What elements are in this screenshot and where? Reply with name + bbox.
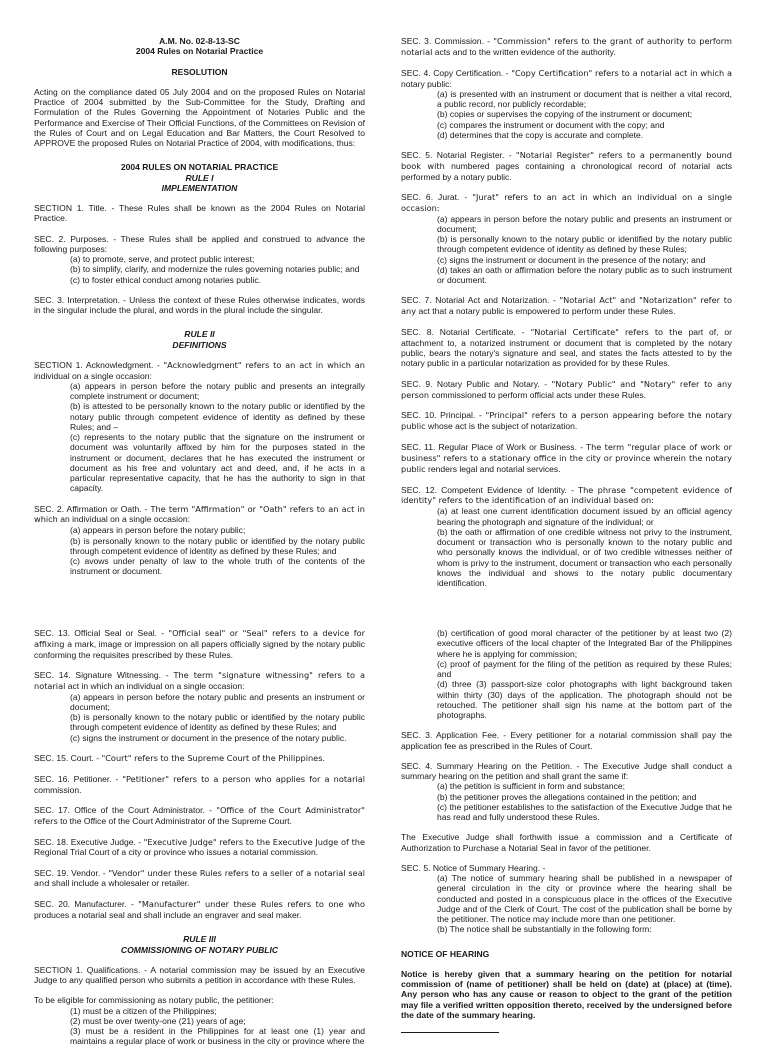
list-item: (2) must be over twenty-one (21) years of age; — [70, 1015, 246, 1026]
rule1-name: IMPLEMENTATION — [161, 182, 238, 193]
list-item: (b) is attested to be personally known to the notary public or identified by the notary public through competent evidence of identity as defined by these Rules; and – — [70, 401, 365, 432]
defined-term: "Manufacturer" under these Rules refers to one who — [138, 899, 366, 910]
resolution-paragraph: Acting on the compliance dated 05 July 2004 and on the proposed Rules on Notarial Practice of 2004 submitted by the Sub-Committee for the Study, Drafting and Formulation of the Rules Governing the Appointment of Notaries Public and the Performance and Exercise of Their Official Functions, of the Committees on Revision of the Rules of Court and on Legal Education and Bar Matters, the Court Resolved to APPROVE the proposed Rules on Notarial Practice of 2004, with modifications, thus: — [34, 86, 365, 148]
list-item: (c) avows under penalty of law to the whole truth of the contents of the instrument or document. — [70, 556, 365, 577]
rule2-sec2-list — [34, 525, 365, 576]
rule2-sec10: SEC. 10. Principal. - "Principal" refers to a person appearing before the notary public whose act is the subject of notarization. — [401, 410, 733, 432]
list-item: (c) proof of payment for the filing of the petition as required by these Rules; and — [437, 658, 732, 679]
rule3-petition-list — [401, 628, 732, 720]
list-item: (d) takes an oath or affirmation before the notary public as to such instrument or document. — [437, 264, 732, 286]
rule2-sec11: SEC. 11. Regular Place of Work or Business. - The term "regular place of work or business" refers to a stationary office in the city or province wherein the notary public renders legal and notarial services. — [401, 442, 732, 474]
list-item: (a) is presented with an instrument or document that is neither a vital record, a public record, nor publicly recordable; — [437, 88, 732, 110]
rule1-sec2-list — [34, 254, 365, 285]
list-item: (b) copies or supervises the copying of the instrument or document; — [437, 109, 693, 120]
list-item: (b) the petitioner proves the allegations contained in the petition; and — [437, 791, 697, 802]
page1-left-column — [34, 36, 365, 577]
rule2-sec4-list — [401, 89, 732, 140]
rules-title: 2004 RULES ON NOTARIAL PRACTICE — [120, 162, 279, 173]
defined-term: "Court" refers to the Supreme Court of the Philippines. — [101, 752, 326, 763]
list-item: (c) to foster ethical conduct among notaries public. — [70, 274, 261, 285]
defined-term: "Notarial Certificate" refers to the — [530, 327, 683, 338]
page2-right-column — [401, 628, 732, 1033]
list-item: (c) represents to the notary public that the signature on the instrument or document was voluntarily affixed by him for the purposes stated in the instrument or document, declares that he has executed the instrument or document as his free and voluntary act and deed, and, if he acts in a particular representative capacity, that he has the authority to sign in that capacity. — [70, 432, 365, 494]
list-item: (b) is personally known to the notary public or identified by the notary public through competent evidence of identity as defined by these Rules; — [437, 234, 732, 255]
rule2-sec3: SEC. 3. Commission. - "Commission" refers to the grant of authority to perform notarial acts and to the written evidence of the authority. — [401, 36, 732, 57]
rule2-sec14-list — [34, 692, 365, 743]
defined-term: "Principal" refers to a person appearing before the notary public — [401, 410, 733, 432]
rule2-sec6: SEC. 6. Jurat. - "Jurat" refers to an act in which an individual on a single occasion: — [401, 191, 733, 213]
list-item: (c) the petitioner establishes to the satisfaction of the Executive Judge that he has read and fully understood these Rules. — [437, 801, 732, 822]
rule3-sec5: SEC. 5. Notice of Summary Hearing. - — [401, 862, 546, 873]
rule3-sec4: SEC. 4. Summary Hearing on the Petition. - The Executive Judge shall conduct a summary hearing on the petition and shall grant the same if: — [401, 760, 732, 781]
rule2-sec14: SEC. 14. Signature Witnessing. - The term "signature witnessing" refers to a notarial act in which an individual on a single occasion: — [34, 669, 366, 691]
defined-term: "Acknowledgment" refers to an act in which an — [163, 359, 365, 370]
rule3-label: RULE III — [183, 934, 216, 945]
list-item: (1) must be a citizen of the Philippines; — [70, 1005, 217, 1016]
page1-right-column — [401, 36, 732, 588]
rule2-sec12: SEC. 12. Competent Evidence of Identity. - The phrase "competent evidence of identity" refers to the identification of an individual based on: — [401, 484, 732, 506]
rule2-sec18: SEC. 18. Executive Judge. - "Executive Judge" refers to the Executive Judge of the Regional Trial Court of a city or province who issues a notarial commission. — [34, 836, 366, 858]
rule1-sec2-intro: SEC. 2. Purposes. - These Rules shall be applied and construed to advance the following purposes: — [34, 233, 365, 254]
defined-term: The term "regular place of work or business" refers to a stationary office in the city or province wherein the notary public — [401, 442, 732, 474]
rule1-label: RULE I — [185, 172, 214, 183]
list-item: (b) to simplify, clarify, and modernize the rules governing notaries public; and — [70, 264, 360, 275]
rule2-sec5: SEC. 5. Notarial Register. - "Notarial Register" refers to a permanently bound book with numbered pages containing a chronological record of notarial acts performed by a notary public. — [401, 150, 733, 182]
list-item: (b) is personally known to the notary public or identified by the notary public through competent evidence of identity as defined by these Rules; and — [70, 712, 365, 733]
list-item: (a) the petition is sufficient in form and substance; — [437, 781, 625, 792]
defined-term: The term "signature witnessing" refers to a notarial — [34, 669, 366, 691]
rule2-sec16: SEC. 16. Petitioner. - "Petitioner" refers to a person who applies for a notarial commission. — [34, 773, 366, 795]
list-item: (a) appears in person before the notary public; — [70, 525, 246, 536]
rule3-sec1: SECTION 1. Qualifications. - A notarial commission may be issued by an Executive Judge to any qualified person who submits a petition in accordance with these Rules. — [34, 964, 365, 986]
list-item: (a) appears in person before the notary public and presents an integrally complete instrument or document; — [70, 380, 365, 402]
defined-term: "Notary Public" and "Notary" refer to any person — [401, 378, 732, 400]
rule2-sec7: SEC. 7. Notarial Act and Notarization. - "Notarial Act" and "Notarization" refer to any act that a notary public is empowered to perform under these Rules. — [401, 295, 732, 317]
document-title: 2004 Rules on Notarial Practice — [135, 46, 264, 57]
signature-line — [401, 1032, 499, 1033]
list-item: (b) the oath or affirmation of one credible witness not privy to the instrument, document or transaction who is personally known to the notary public and who personally knows the individual, or of two credible witnesses neither of whom is privy to the instrument, document or transaction who each personally knows the individual and shows to the notary public documentary identification. — [437, 526, 732, 589]
rule3-sec4-list — [401, 781, 732, 822]
rule2-sec2: SEC. 2. Affirmation or Oath. - The term "Affirmation" or "Oath" refers to an act in which an individual on a single occasion: — [34, 503, 365, 525]
list-item: (b) The notice shall be substantially in the following form: — [437, 924, 652, 935]
rule2-sec1-list — [34, 381, 365, 494]
rule1-sec1: SECTION 1. Title. - These Rules shall be known as the 2004 Rules on Notarial Practice. — [34, 203, 365, 224]
rule2-sec4: SEC. 4. Copy Certification. - "Copy Certification" refers to a notarial act in which a notary public: — [401, 67, 732, 89]
list-item: (b) certification of good moral character of the petitioner by at least two (2) executive officers of the local chapter of the Integrated Bar of the Philippines where he is applying for commission; — [437, 628, 732, 659]
defined-term: "Official seal" or "Seal" refers to a device for affixing a — [34, 628, 365, 649]
page2-left-column — [34, 628, 365, 1047]
rule2-sec20: SEC. 20. Manufacturer. - "Manufacturer" under these Rules refers to one who produces a notarial seal and shall include an engraver and seal maker. — [34, 899, 366, 921]
rule3-sec5-list — [401, 873, 732, 935]
list-item: (a) appears in person before the notary public and presents an instrument or document; — [437, 213, 732, 234]
rule3-name: COMMISSIONING OF NOTARY PUBLIC — [120, 944, 279, 955]
defined-term: "Copy Certification" refers to a notarial act in which a — [511, 67, 732, 78]
rule2-sec19: SEC. 19. Vendor. - "Vendor" under these Rules refers to a seller of a notarial seal and shall include a wholesaler or retailer. — [34, 867, 366, 889]
list-item: (d) three (3) passport-size color photographs with light background taken within thirty (30) days of the application. The photograph should not be retouched. The petitioner shall sign his name at the bottom part of the photographs. — [437, 679, 732, 720]
defined-term: The term "Affirmation" or "Oath" refers to an act in which — [34, 503, 365, 525]
list-item: (d) determines that the copy is accurate and complete. — [437, 129, 644, 140]
rule2-sec13: SEC. 13. Official Seal or Seal. - "Official seal" or "Seal" refers to a device for affixing a mark, image or impression on all papers officially signed by the notary public conforming the requisites prescribed by these Rules. — [34, 628, 366, 660]
list-item: (3) must be a resident in the Philippines for at least one (1) year and maintains a regular place of work or business in the city or province where the — [70, 1026, 365, 1047]
list-item: (a) at least one current identification document issued by an official agency bearing the photograph and signature of the individual; or — [437, 506, 732, 527]
list-item: (c) signs the instrument or document in the presence of the notary public. — [70, 732, 347, 743]
rule2-sec1: SECTION 1. Acknowledgment. - "Acknowledgment" refers to an act in which an individual on a single occasion: — [34, 359, 365, 381]
list-item: (a) appears in person before the notary public and presents an instrument or document; — [70, 691, 365, 712]
defined-term: "Office of the Court Administrator" refers — [34, 804, 365, 826]
notice-text: Notice is hereby given that a summary hearing on the petition for notarial commission of (name of petitioner) shall be held on (date) at (place) at (time). Any person who has any cause or reason to object to the grant of the petition may file a verified written opposition thereto, received by the undersigned before the date of the summary hearing. — [401, 968, 732, 1020]
resolution-heading: RESOLUTION — [171, 66, 228, 77]
list-item: (c) compares the instrument or document with the copy; and — [437, 119, 665, 130]
list-item: (b) is personally known to the notary public or identified by the notary public through competent evidence of identity as defined by these Rules; and — [70, 535, 365, 556]
defined-term: "Notarial Register" refers to a permanently bound book with — [401, 150, 732, 171]
list-item: (a) The notice of summary hearing shall be published in a newspaper of general circulation in the city or province where the hearing shall be conducted and posted in a conspicuous place in the offices of the Executive Judge and of the Clerk of Court. The cost of the publication shall be borne by the petitioner. The notice may include more than one petitioner. — [437, 873, 732, 924]
defined-term: "Commission" refers to the grant of authority to perform notarial — [401, 36, 732, 57]
rule1-sec3: SEC. 3. Interpretation. - Unless the context of these Rules otherwise indicates, words in the singular include the plural, and words in the plural include the singular. — [34, 294, 365, 315]
defined-term: "Petitioner" refers to a person who applies for a notarial — [122, 773, 366, 784]
document-number: A.M. No. 02-8-13-SC — [159, 36, 240, 46]
defined-term: "Notarial Act" and "Notarization" refer to any — [401, 295, 732, 317]
rule2-sec9: SEC. 9. Notary Public and Notary. - "Notary Public" and "Notary" refer to any person commissioned to perform official acts under these Rules. — [401, 378, 732, 400]
rule3-sec4-after: The Executive Judge shall forthwith issue a commission and a Certificate of Authorization to Purchase a Notarial Seal in favor of the petitioner. — [401, 832, 732, 853]
list-item: (c) signs the instrument or document in the presence of the notary; and — [437, 254, 706, 265]
rule2-sec8: SEC. 8. Notarial Certificate. - "Notarial Certificate" refers to the part of, or attachment to, a notarized instrument or document that is completed by the notary public, bears the notary's signature and seal, and states the facts attested to by the notary public in a particular notarization as provided for by these Rules. — [401, 327, 732, 369]
rule3-sec3: SEC. 3. Application Fee. - Every petitioner for a notarial commission shall pay the application fee as prescribed in the Rules of Court. — [401, 730, 732, 751]
defined-term: The phrase "competent evidence of identity" refers to the identification of an individual based on: — [401, 484, 732, 506]
rule2-sec12-list — [401, 506, 732, 588]
defined-term: "Executive Judge" refers to the Executive Judge of the — [143, 836, 366, 847]
rule2-label: RULE II — [184, 329, 215, 340]
rule3-eligibility-list — [34, 1006, 365, 1047]
rule2-sec6-list — [401, 214, 732, 286]
rule3-eligibility-intro: To be eligible for commissioning as notary public, the petitioner: — [34, 995, 274, 1006]
rule2-sec17: SEC. 17. Office of the Court Administrator. - "Office of the Court Administrator" refers to the Office of the Court Administrator of the Supreme Court. — [34, 804, 365, 826]
notice-heading: NOTICE OF HEARING — [401, 948, 490, 959]
defined-term: "Jurat" refers to an act in which an individual on a single occasion: — [401, 191, 733, 213]
defined-term: "Vendor" under these Rules refers to a seller of a notarial seal and — [34, 867, 366, 889]
rule2-sec15: SEC. 15. Court. - "Court" refers to the Supreme Court of the Philippines. — [34, 752, 326, 763]
rule2-name: DEFINITIONS — [172, 339, 227, 350]
list-item: (a) to promote, serve, and protect public interest; — [70, 254, 255, 264]
